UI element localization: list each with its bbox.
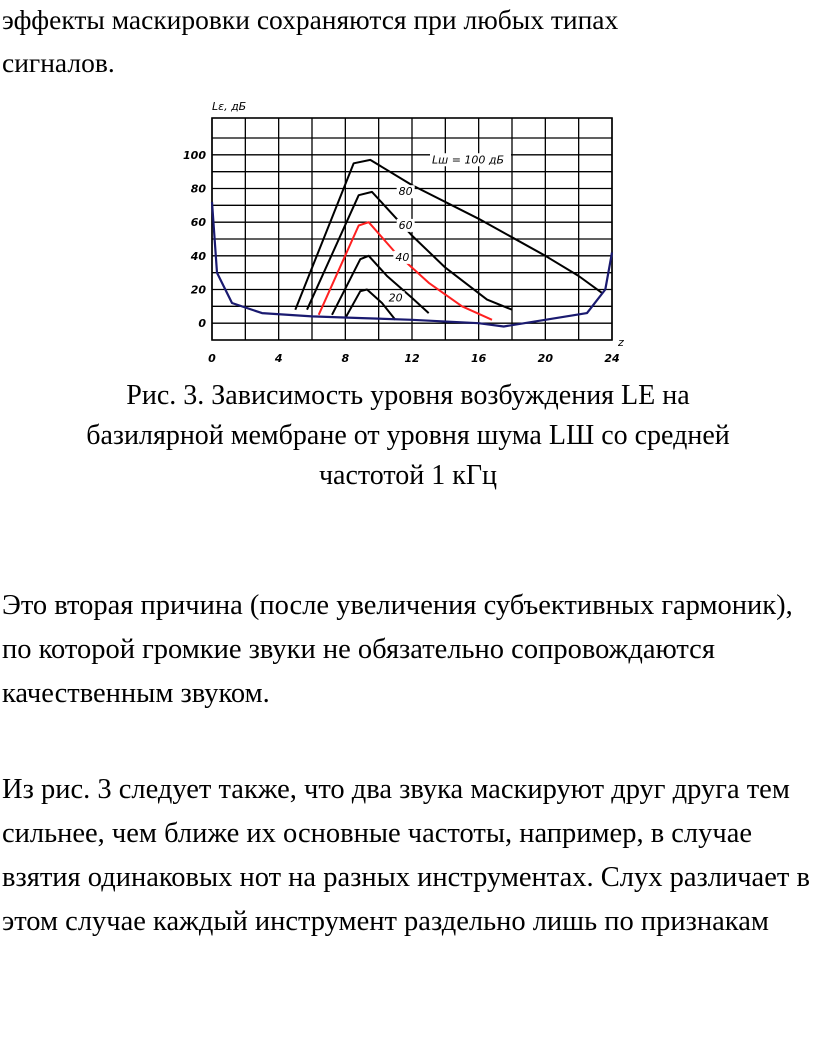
x-tick-label: 0 (208, 352, 216, 365)
y-tick-label: 0 (198, 317, 206, 331)
excitation-level-chart (180, 98, 640, 370)
series-label: 40 (395, 250, 410, 264)
x-tick-label: 16 (471, 352, 487, 365)
x-tick-label: 4 (274, 352, 283, 365)
series-label: 80 (398, 185, 413, 199)
series-label: Lш = 100 дБ (432, 153, 505, 167)
x-tick-label: 12 (404, 352, 420, 365)
y-tick-label: 80 (190, 182, 206, 196)
y-tick-label: 60 (190, 216, 206, 230)
intro-line-1: эффекты маскировки сохраняются при любых типах (2, 4, 619, 35)
intro-line-2: сигналов. (2, 47, 115, 78)
figure-caption-line-3: частотой 1 кГц (318, 460, 498, 491)
y-tick-label: 20 (190, 283, 206, 297)
x-tick-label: 24 (604, 352, 620, 365)
series-label: 20 (388, 291, 403, 305)
paragraph-2: Из рис. 3 следует также, что два звука маскируют друг друга тем сильнее, чем ближе их основные частоты, например, в случае взятия одинаковых нот на разных инструментах. Слух различает в этом случае каждый инструмент раздельно лишь по признакам (2, 774, 810, 937)
series-label: 60 (398, 218, 413, 232)
paragraph-1: Это вторая причина (после увеличения субъективных гармоник), по которой громкие звуки не обязательно сопровождаются качественным звуком. (2, 590, 793, 709)
figure-caption-line-1: Рис. 3. Зависимость уровня возбуждения LE на (126, 380, 690, 411)
x-axis-label: z (618, 336, 624, 349)
y-axis-label: Lε, дБ (212, 100, 247, 113)
y-tick-label: 100 (183, 148, 206, 162)
series-line (307, 192, 512, 310)
y-tick-label: 40 (190, 249, 206, 263)
x-tick-label: 20 (537, 352, 553, 365)
figure-caption-line-2: базилярной мембране от уровня шума LШ со средней (86, 420, 730, 451)
x-tick-label: 8 (341, 352, 350, 365)
